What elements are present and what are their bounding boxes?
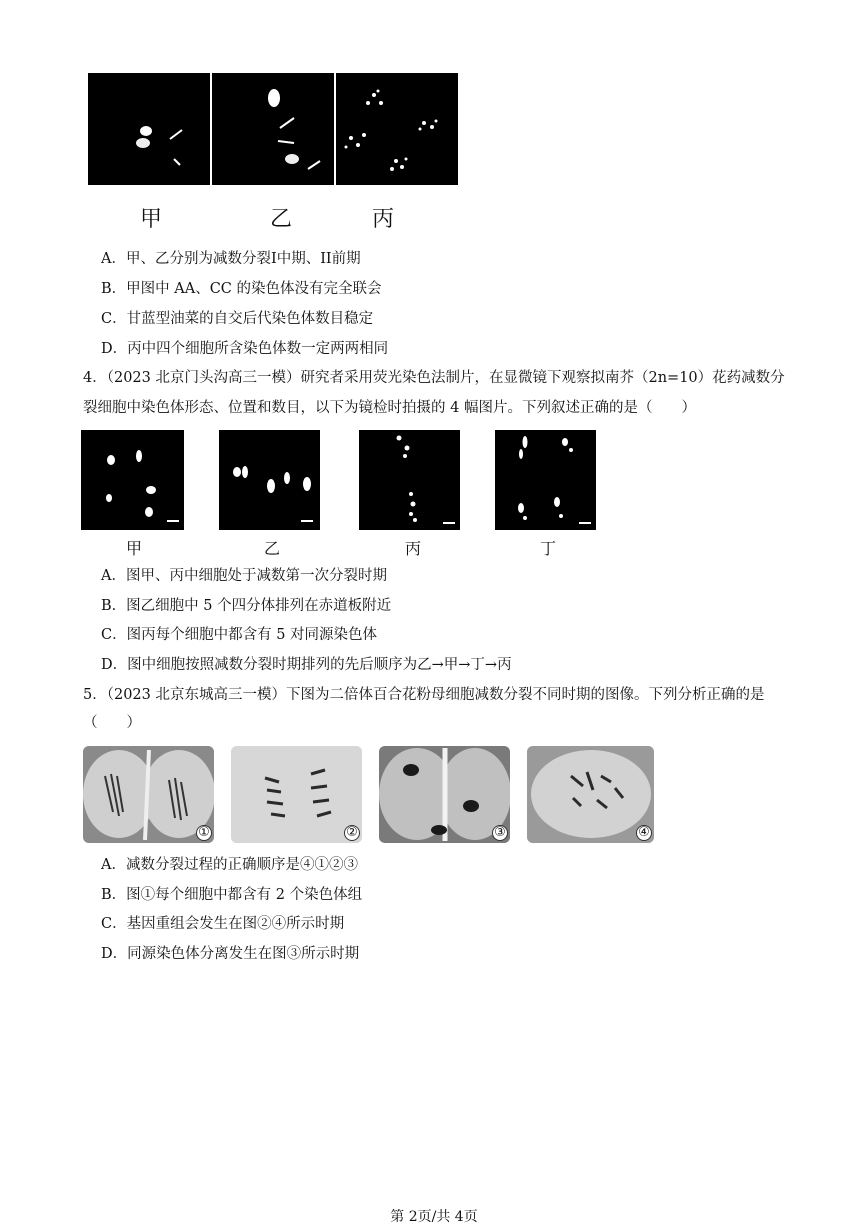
- q4-option-b: B．图乙细胞中 5 个四分体排列在赤道板附近: [101, 598, 392, 614]
- q3-micrograph-bing: [336, 73, 458, 185]
- q4-caption-bing: 丙: [405, 539, 422, 558]
- q5-option-a: A．减数分裂过程的正确顺序是④①②③: [101, 857, 358, 873]
- q3-micrograph-jia: [88, 73, 210, 185]
- q5-option-c: C．基因重组会发生在图②④所示时期: [101, 916, 345, 932]
- q5-label-3: ③: [492, 825, 508, 841]
- q5-micrograph-4: [527, 746, 654, 843]
- q3-option-a: A．甲、乙分别为减数分裂I中期、II前期: [101, 251, 361, 267]
- q4-caption-jia: 甲: [126, 539, 143, 558]
- q3-option-b: B．甲图中 AA、CC 的染色体没有完全联会: [101, 281, 382, 297]
- q4-option-d: D．图中细胞按照减数分裂时期排列的先后顺序为乙→甲→丁→丙: [101, 657, 512, 673]
- q4-micrograph-jia: [81, 430, 184, 530]
- q3-figure: [88, 73, 458, 185]
- q3-option-d: D．丙中四个细胞所含染色体数一定两两相同: [101, 341, 389, 357]
- q4-option-c: C．图丙每个细胞中都含有 5 对同源染色体: [101, 627, 378, 643]
- q3-caption-bing: 丙: [372, 207, 395, 232]
- q5-stem-line1: 5．（2023 北京东城高三一模）下图为二倍体百合花粉母细胞减数分裂不同时期的图像。下列分析正确的是: [83, 687, 765, 703]
- q5-label-1: ①: [196, 825, 212, 841]
- q3-micrograph-yi: [212, 73, 334, 185]
- q3-option-c: C．甘蓝型油菜的自交后代染色体数目稳定: [101, 311, 374, 327]
- q5-option-b: B．图①每个细胞中都含有 2 个染色体组: [101, 887, 363, 903]
- q5-micrograph-3: [379, 746, 510, 843]
- q4-micrograph-bing: [359, 430, 460, 530]
- q4-micrograph-yi: [219, 430, 320, 530]
- page-footer: 第 2页/共 4页: [390, 1209, 478, 1225]
- q5-stem-line2: （ ）: [83, 715, 141, 731]
- q4-caption-ding: 丁: [540, 539, 557, 558]
- q3-caption-yi: 乙: [270, 207, 293, 232]
- q5-label-4: ④: [636, 825, 652, 841]
- q4-option-a: A．图甲、丙中细胞处于减数第一次分裂时期: [101, 568, 387, 584]
- q5-micrograph-2: [231, 746, 362, 843]
- q4-stem-line1: 4．（2023 北京门头沟高三一模）研究者采用荧光染色法制片，在显微镜下观察拟南芥（2n=10）花药减数分: [83, 370, 785, 386]
- q5-option-d: D．同源染色体分离发生在图③所示时期: [101, 946, 360, 962]
- q4-micrograph-ding: [495, 430, 596, 530]
- q3-caption-jia: 甲: [140, 207, 163, 232]
- q5-label-2: ②: [344, 825, 360, 841]
- q4-caption-yi: 乙: [264, 539, 281, 558]
- q5-micrograph-1: [83, 746, 214, 843]
- q4-stem-line2: 裂细胞中染色体形态、位置和数目，以下为镜检时拍摄的 4 幅图片。下列叙述正确的是（ ）: [83, 400, 696, 416]
